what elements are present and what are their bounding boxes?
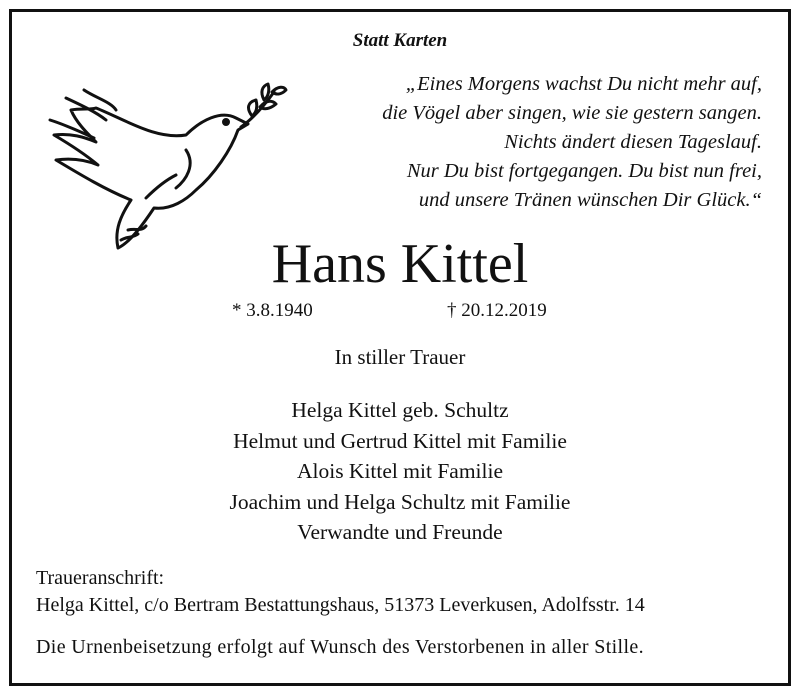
mourner-line: Alois Kittel mit Familie: [296, 459, 504, 483]
mourning-text: In stiller Trauer: [334, 345, 466, 369]
statt-karten-heading: Statt Karten: [352, 30, 448, 51]
birth-date: * 3.8.1940: [232, 300, 313, 321]
mourner-line: Helmut und Gertrud Kittel mit Familie: [233, 428, 567, 453]
mourner-line: Helga Kittel geb. Schultz: [291, 398, 509, 422]
decedent-name: Hans Kittel: [271, 233, 529, 295]
poem-line: „Eines Morgens wachst Du nicht mehr auf,: [405, 73, 762, 95]
death-date: † 20.12.2019: [447, 300, 547, 321]
mourner-line: Joachim und Helga Schultz mit Familie: [229, 489, 571, 514]
poem: [382, 70, 762, 215]
address-text: Helga Kittel, c/o Bertram Bestattungshaus, 51373 Leverkusen, Adolfsstr. 14: [36, 594, 645, 616]
poem-line: Nichts ändert diesen Tageslauf.: [504, 131, 762, 153]
poem-line: und unsere Tränen wünschen Dir Glück.“: [418, 189, 762, 211]
poem-line: die Vögel aber singen, wie sie gestern sangen.: [382, 102, 762, 124]
dove-icon: [36, 80, 296, 250]
mourners-list: [0, 395, 800, 548]
burial-notice: Die Urnenbeisetzung erfolgt auf Wunsch des Verstorbenen in aller Stille.: [36, 636, 644, 658]
poem-line: Nur Du bist fortgegangen. Du bist nun frei,: [406, 160, 762, 182]
address-label: Traueranschrift:: [36, 567, 165, 589]
mourner-line: Verwandte und Freunde: [297, 520, 503, 544]
